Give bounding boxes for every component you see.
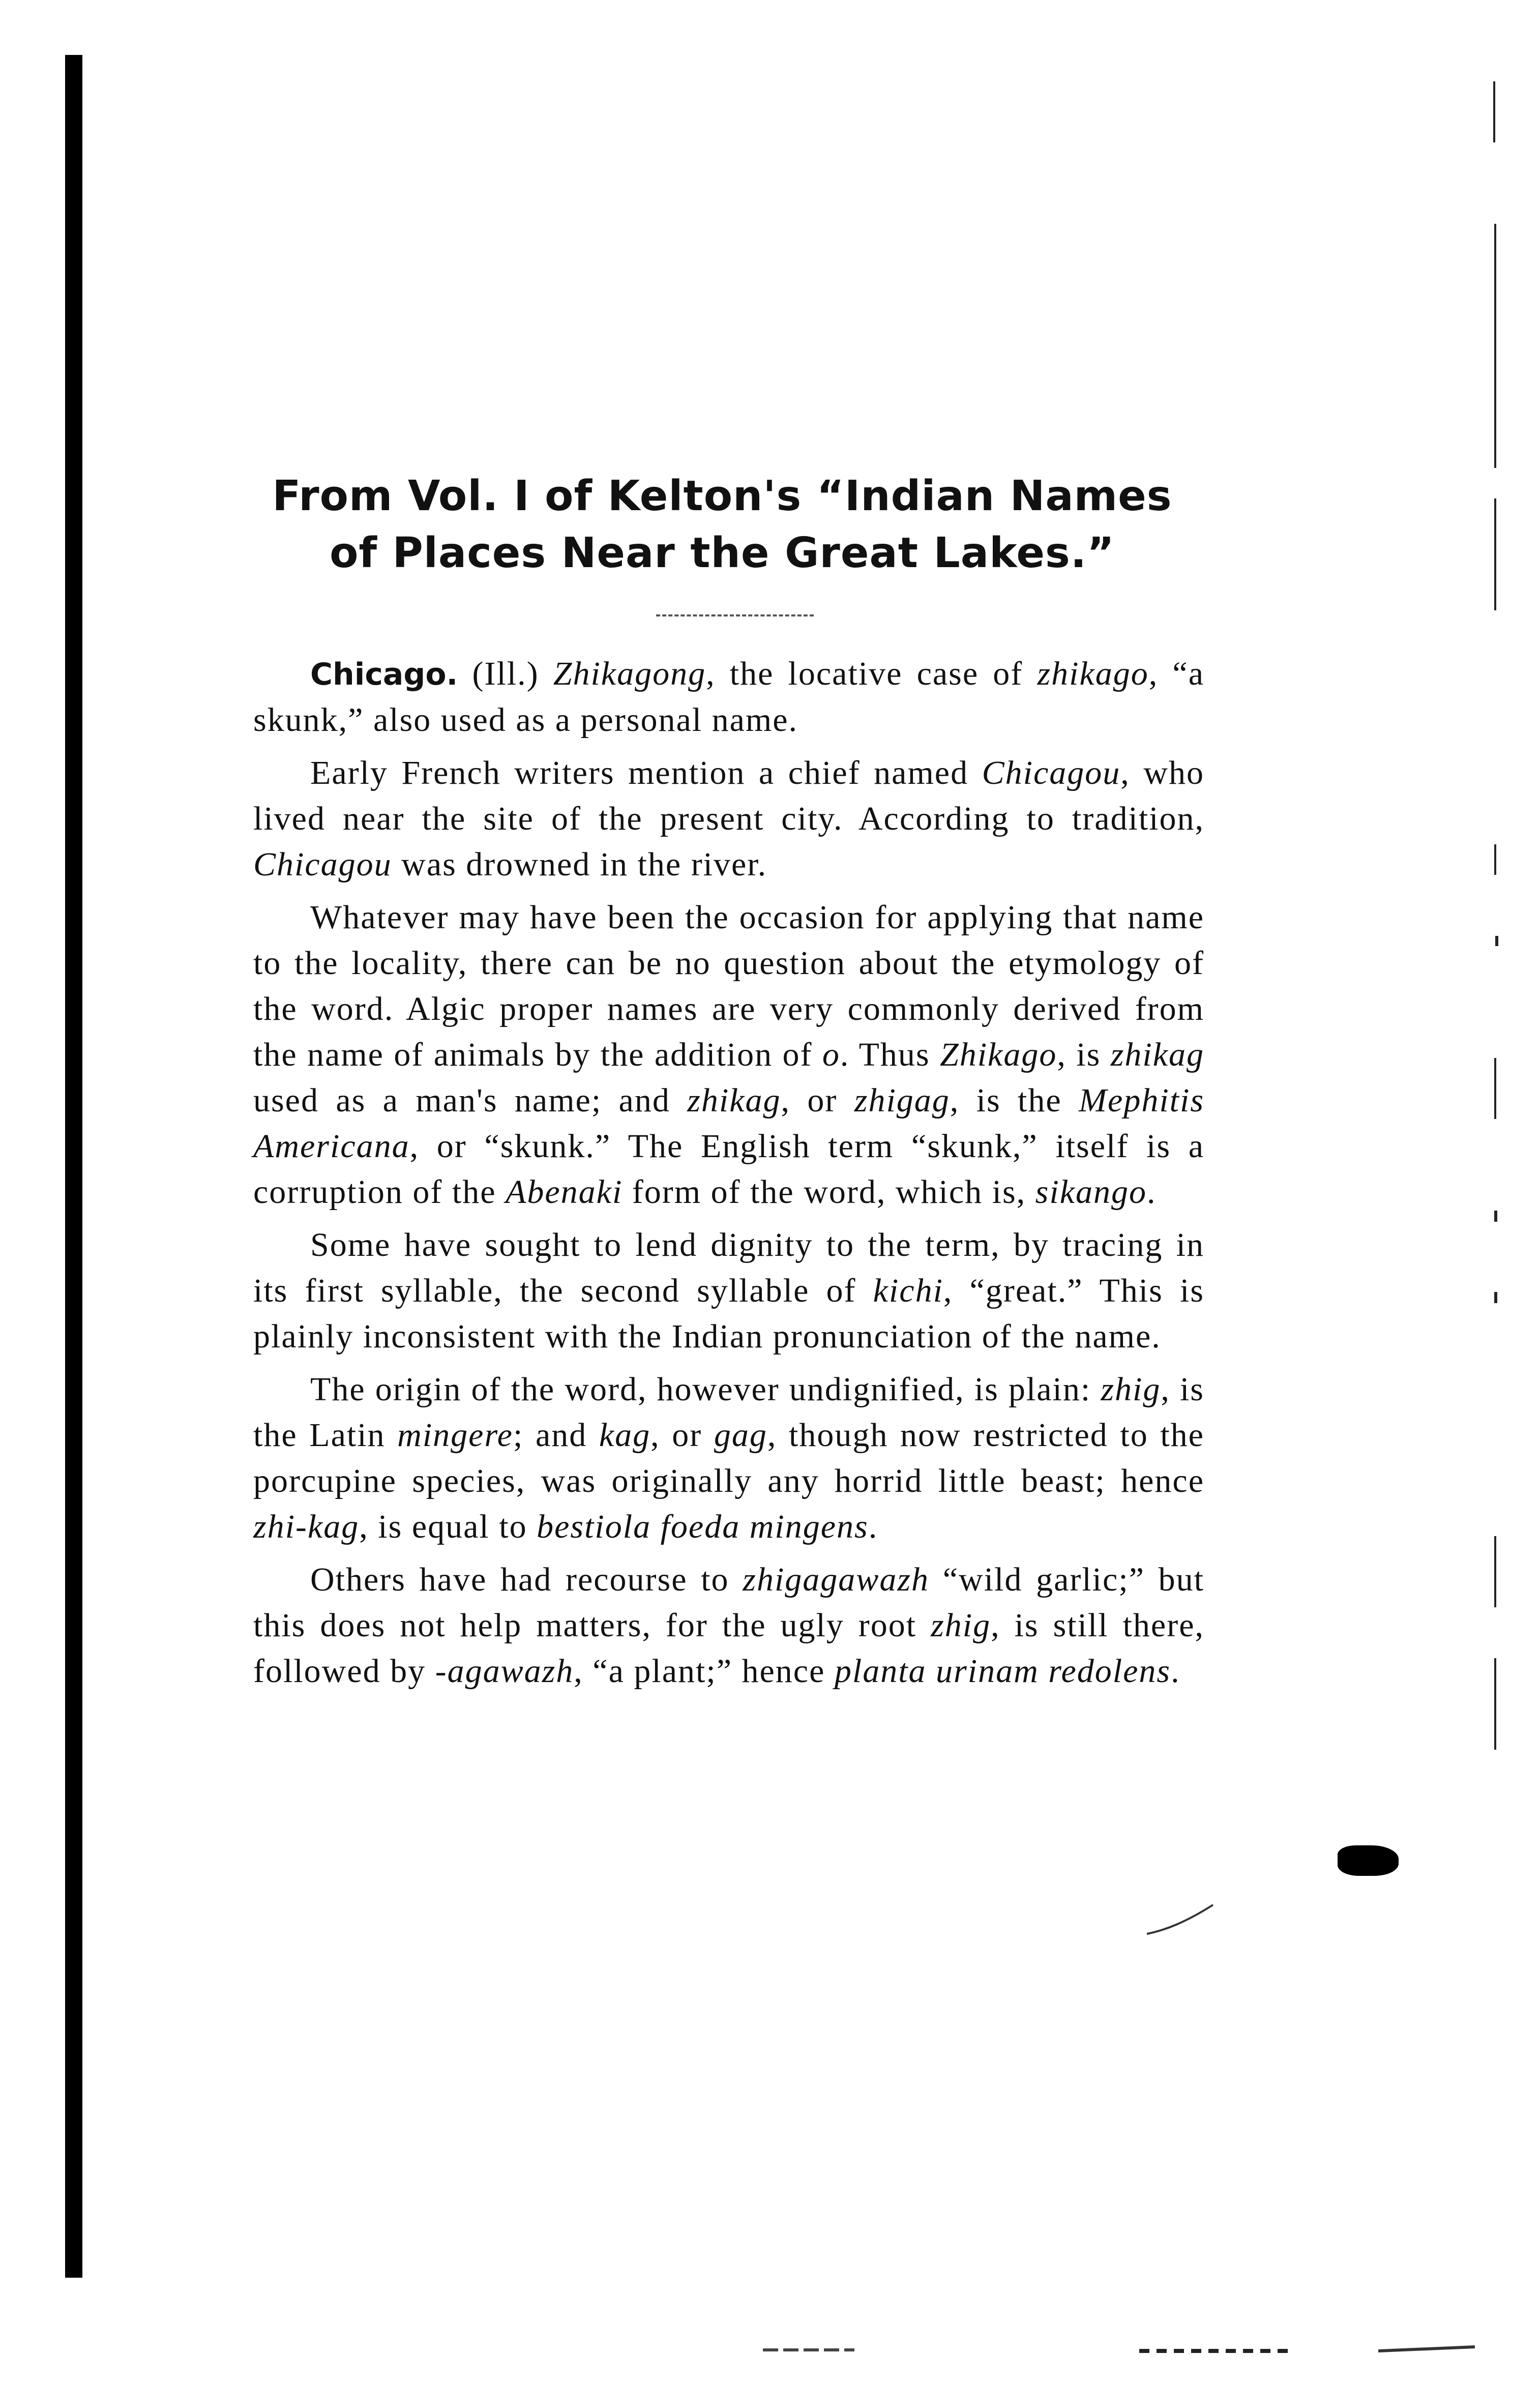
text-run: , or “skunk.” The English term “skunk,” itself is a corruption of the (253, 1128, 1204, 1211)
text-run: was drowned in the river. (392, 846, 767, 883)
text-run: , is (1057, 1036, 1111, 1073)
italic-term: Zhikagong (553, 655, 706, 692)
italic-term: Zhikago (940, 1036, 1057, 1073)
italic-term: Chicagou (253, 846, 392, 883)
italic-term: zhikago (1037, 655, 1149, 692)
text-run: , “a plant;” hence (574, 1653, 835, 1690)
text-run: . (1147, 1173, 1157, 1211)
text-run: , the locative case of (706, 655, 1038, 692)
italic-term: bestiola foeda mingens (537, 1508, 869, 1545)
text-run: , is equal to (359, 1508, 537, 1545)
text-run: , or (650, 1417, 714, 1454)
italic-term: planta urinam redolens (834, 1653, 1171, 1690)
paragraph (253, 1367, 1204, 1550)
text-run: Early French writers mention a chief named (310, 754, 982, 791)
italic-term: zhig (1101, 1371, 1161, 1408)
pen-stroke-mark (1144, 1902, 1216, 1938)
italic-term: zhi-kag (253, 1508, 360, 1545)
text-run: Some have sought to lend dignity to the term, by tracing in its first syllable, the second syllable of (253, 1226, 1204, 1309)
heading-line-1: From Vol. I of Kelton's “Indian Names (272, 472, 1172, 520)
italic-term: zhig (931, 1607, 991, 1644)
text-run: , or (781, 1082, 854, 1119)
text-run: form of the word, which is, (623, 1173, 1035, 1211)
text-run: ; and (513, 1417, 599, 1454)
text-run: Others have had recourse to (310, 1561, 743, 1598)
heading-line-2: of Places Near the Great Lakes.” (330, 529, 1115, 577)
heading-divider (656, 614, 814, 616)
italic-term: mingere (397, 1417, 513, 1454)
italic-term: zhikag (687, 1082, 781, 1119)
text-run: (Ill.) (458, 655, 553, 692)
italic-term: -agawazh (435, 1653, 574, 1690)
entry-headword: Chicago. (310, 657, 458, 692)
italic-term: Mephitis Americana (253, 1082, 1205, 1165)
text-run: , is still there, followed by (253, 1607, 1204, 1690)
text-run: , is the Latin (253, 1371, 1204, 1454)
article-body (253, 651, 1204, 1701)
text-run: used as a man's name; and (253, 1082, 688, 1119)
scan-specks-right (1489, 61, 1499, 1994)
paragraph (253, 895, 1204, 1215)
scan-marks-bottom (763, 2340, 1485, 2360)
italic-term: Abenaki (506, 1173, 623, 1211)
italic-term: zhigagawazh (743, 1561, 930, 1598)
page-binding-edge (65, 55, 82, 2278)
text-run: . (1171, 1653, 1180, 1690)
italic-term: Chicagou (982, 754, 1121, 791)
page-heading (239, 468, 1205, 582)
text-run: , is the (950, 1082, 1079, 1119)
paragraph (253, 1222, 1204, 1360)
text-run: , “great.” This is plainly inconsistent with the Indian pronunciation of the name. (253, 1272, 1204, 1355)
paragraph (253, 651, 1204, 743)
text-run: The origin of the word, however undignified, is plain: (310, 1371, 1101, 1408)
italic-term: sikango (1035, 1173, 1147, 1211)
text-run: , who lived near the site of the present city. According to tradition, (253, 754, 1204, 837)
text-run: “wild garlic;” but this does not help matters, for the ugly root (253, 1561, 1204, 1644)
italic-term: kag (599, 1417, 651, 1454)
italic-term: kichi (873, 1272, 943, 1309)
text-run: , “a skunk,” also used as a personal name. (253, 655, 1205, 739)
text-run: Whatever may have been the occasion for applying that name to the locality, there can be no question about the etymology of the word. Algic proper names are very commonly derived from the name of animals by the addition of (253, 899, 1204, 1073)
text-run: . Thus (840, 1036, 940, 1073)
paragraph (253, 1557, 1204, 1694)
italic-term: zhikag (1110, 1036, 1205, 1073)
italic-term: gag (714, 1417, 767, 1454)
text-run: , though now restricted to the porcupine species, was originally any horrid little beast; hence (253, 1417, 1204, 1499)
italic-term: o (822, 1036, 840, 1073)
text-run: . (868, 1508, 878, 1545)
paragraph (253, 750, 1204, 888)
ink-blot-mark (1338, 1845, 1399, 1876)
italic-term: zhigag (854, 1082, 950, 1119)
